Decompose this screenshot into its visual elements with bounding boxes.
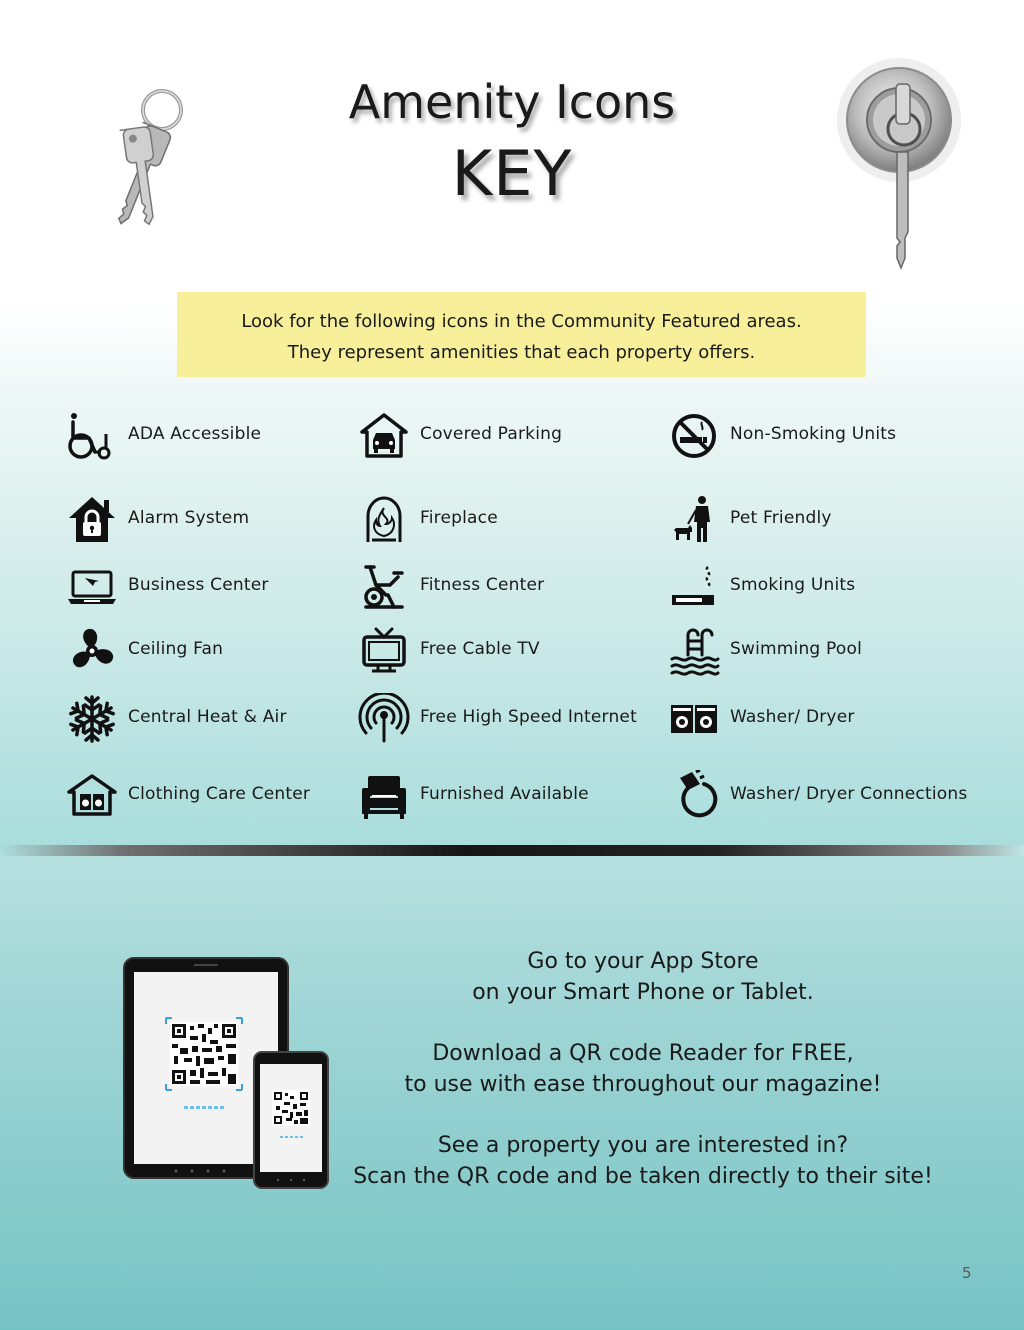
amenity-label: Pet Friendly xyxy=(730,508,832,528)
page-title xyxy=(0,70,1024,214)
qr-line-3: Download a QR code Reader for FREE, xyxy=(432,1041,854,1066)
intro-line-2: They represent amenities that each property offers. xyxy=(287,342,756,363)
wheelchair-icon xyxy=(66,410,118,462)
qr-line-1: Go to your App Store xyxy=(527,949,759,974)
amenity-label: Clothing Care Center xyxy=(128,784,311,804)
plug-icon xyxy=(668,770,720,822)
fireplace-icon xyxy=(358,494,410,546)
amenity-label: Ceiling Fan xyxy=(128,639,224,659)
qr-instructions xyxy=(340,946,946,1192)
amenity-label: Covered Parking xyxy=(420,424,563,444)
tv-icon xyxy=(358,625,410,677)
laptop-icon xyxy=(66,561,118,613)
washer-dryer-icon xyxy=(668,693,720,745)
house-lock-icon xyxy=(66,494,118,546)
amenity-label: Alarm System xyxy=(128,508,250,528)
amenity-label: Free Cable TV xyxy=(420,639,540,659)
house-washer-icon xyxy=(66,770,118,822)
qr-line-4: to use with ease throughout our magazine! xyxy=(404,1072,882,1097)
exercise-bike-icon xyxy=(358,561,410,613)
qr-line-6: Scan the QR code and be taken directly to their site! xyxy=(353,1164,933,1189)
title-amenity-icons: Amenity Icons xyxy=(348,75,676,129)
amenity-label: Swimming Pool xyxy=(730,639,863,659)
garage-car-icon xyxy=(358,410,410,462)
amenity-label: Central Heat & Air xyxy=(128,707,287,727)
intro-banner xyxy=(177,292,866,377)
amenity-label: Non-Smoking Units xyxy=(730,424,897,444)
amenity-label: ADA Accessible xyxy=(128,424,262,444)
title-key: KEY xyxy=(451,137,573,210)
tablet-and-phone-qr-image xyxy=(118,950,333,1200)
amenity-label: Smoking Units xyxy=(730,575,856,595)
amenity-label: Washer/ Dryer Connections xyxy=(730,784,968,804)
wireless-antenna-icon xyxy=(358,693,410,745)
fan-icon xyxy=(66,625,118,677)
intro-line-1: Look for the following icons in the Community Featured areas. xyxy=(241,311,802,332)
amenity-label: Free High Speed Internet xyxy=(420,707,637,727)
person-with-dog-icon xyxy=(668,494,720,546)
pool-ladder-icon xyxy=(668,625,720,677)
section-divider xyxy=(0,845,1024,856)
amenity-label: Furnished Available xyxy=(420,784,589,804)
amenity-label: Washer/ Dryer xyxy=(730,707,855,727)
snowflake-icon xyxy=(66,693,118,745)
sofa-icon xyxy=(358,770,410,822)
no-smoking-icon xyxy=(668,410,720,462)
amenity-label: Business Center xyxy=(128,575,269,595)
amenity-label: Fireplace xyxy=(420,508,498,528)
qr-line-2: on your Smart Phone or Tablet. xyxy=(472,980,814,1005)
cigarette-icon xyxy=(668,561,720,613)
amenity-label: Fitness Center xyxy=(420,575,545,595)
qr-line-5: See a property you are interested in? xyxy=(437,1133,849,1158)
page-number: 5 xyxy=(962,1264,972,1282)
